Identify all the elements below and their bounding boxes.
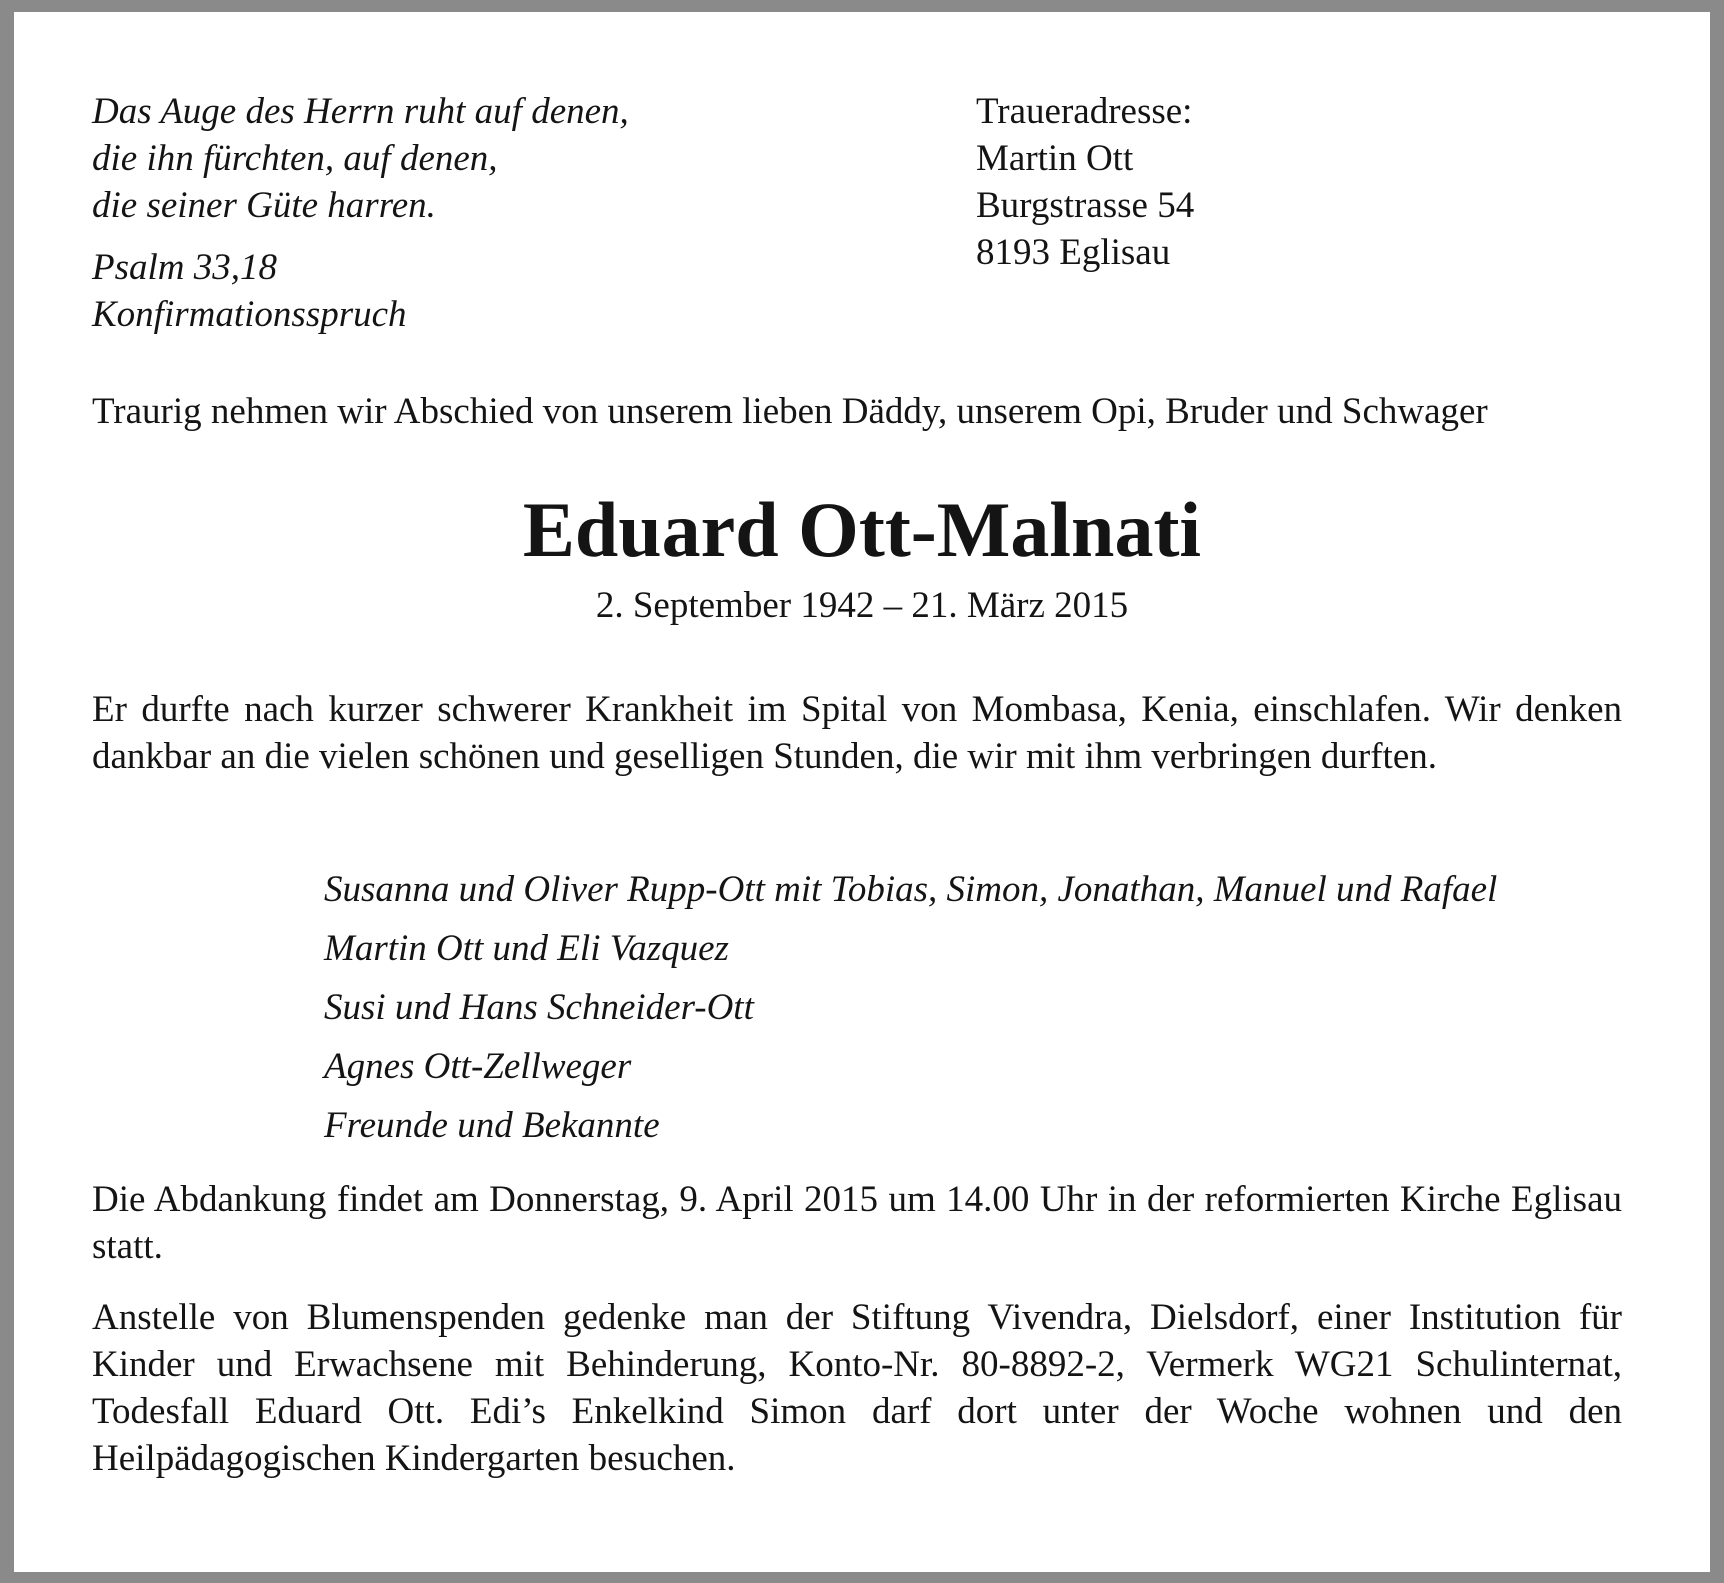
verse-reference: Psalm 33,18 xyxy=(92,247,277,288)
paragraph-donations: Anstelle von Blumenspenden gedenke man der Stiftung Vivendra, Dielsdorf, einer Institution für Kinder und Erwachsene mit Behinderung, Konto-Nr. 80-8892-2, Vermerk WG21 Schulinternat, Todesfall Eduard Ott. Edi’s Enkelkind Simon darf dort unter der Woche wohnen und den Heilpädagogischen Kindergarten besuchen. xyxy=(92,1297,1622,1479)
address-label: Traueradresse: xyxy=(976,91,1193,132)
paragraph-passing: Er durfte nach kurzer schwerer Krankheit im Spital von Mombasa, Kenia, einschlafen. Wir denken dankbar an die vielen schönen und geselligen Stunden, die wir mit ihm verbringen durften. xyxy=(92,689,1622,777)
deceased-name: Eduard Ott-Malnati xyxy=(522,486,1202,573)
verse-reference-block xyxy=(92,244,407,338)
mourners-list xyxy=(324,860,1497,1155)
verse-note: Konfirmationsspruch xyxy=(92,294,407,335)
verse-line: die ihn fürchten, auf denen, xyxy=(92,138,498,179)
mourner-entry: Martin Ott und Eli Vazquez xyxy=(324,928,729,969)
mourner-entry: Freunde und Bekannte xyxy=(324,1105,660,1146)
paragraph-funeral-service: Die Abdankung findet am Donnerstag, 9. April 2015 um 14.00 Uhr in der reformierten Kirche Eglisau statt. xyxy=(92,1179,1622,1267)
mourner-entry: Agnes Ott-Zellweger xyxy=(324,1046,632,1087)
address-street: Burgstrasse 54 xyxy=(976,185,1195,226)
address-city: 8193 Eglisau xyxy=(976,232,1171,273)
farewell-intro: Traurig nehmen wir Abschied von unserem lieben Däddy, unserem Opi, Bruder und Schwager xyxy=(92,391,1488,432)
life-dates: 2. September 1942 – 21. März 2015 xyxy=(595,585,1129,626)
verse-line: die seiner Güte harren. xyxy=(92,185,436,226)
address-name: Martin Ott xyxy=(976,138,1134,179)
obituary-notice xyxy=(14,12,1710,1572)
mourner-entry: Susanna und Oliver Rupp-Ott mit Tobias, Simon, Jonathan, Manuel und Rafael xyxy=(324,869,1498,910)
verse-line: Das Auge des Herrn ruht auf denen, xyxy=(92,91,629,132)
mourner-entry: Susi und Hans Schneider-Ott xyxy=(324,987,754,1028)
bible-verse xyxy=(92,88,629,229)
mourning-address xyxy=(976,88,1194,276)
